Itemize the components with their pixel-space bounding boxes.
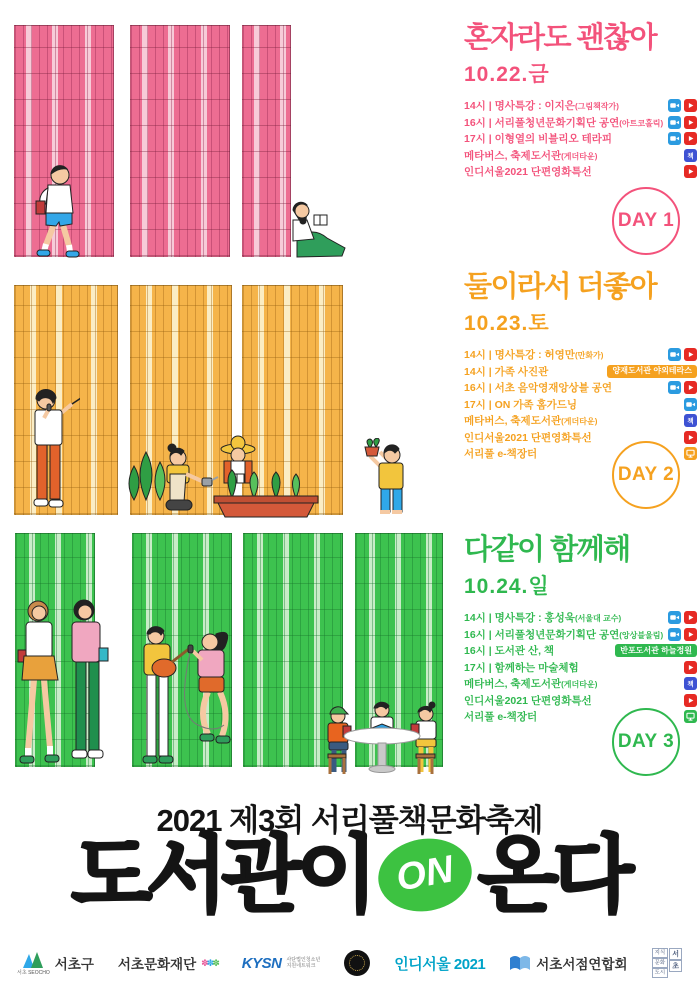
youtube-icon	[684, 132, 697, 145]
indie-seoul-label: 인디서울 2021	[394, 955, 486, 973]
event-item	[464, 149, 697, 162]
day3-badge-circle: DAY 3	[612, 708, 680, 776]
event-text: 16시 | 서초 음악영재앙상블 공연	[464, 382, 613, 395]
event-text: 14시 | 명사특강 : 허영만(만화가)	[464, 349, 604, 362]
main-title-left: 도서관이	[71, 828, 372, 922]
seocho-gu-label: 서초구	[54, 957, 94, 973]
day3-title: 다같이 함께해	[464, 534, 630, 566]
event-note: (게더타운)	[561, 680, 598, 690]
day2-badge-circle: DAY 2	[612, 441, 680, 509]
youtube-icon	[684, 165, 697, 178]
event-text: 메타버스, 축제도서관(게더타운)	[464, 678, 598, 691]
illustration-walking-person	[16, 161, 96, 259]
festival-subtitle: 2021 제3회 서리풀책문화축제	[156, 803, 543, 838]
event-icons	[684, 677, 697, 690]
festival-main-title	[0, 828, 699, 922]
culture-foundation-label: 서초문화재단	[117, 957, 197, 973]
city-brand-line1: 지식	[652, 948, 669, 958]
day1-badge-circle: DAY 1	[612, 187, 680, 255]
youtube-icon	[684, 348, 697, 361]
event-icons	[668, 381, 697, 394]
illustration-plant-holder	[356, 438, 414, 518]
metaverse-icon	[684, 149, 697, 162]
event-item	[464, 661, 697, 674]
day2-title: 둘이라서 더좋아	[464, 271, 657, 303]
illustration-sitting-reader	[283, 198, 349, 258]
event-icons	[684, 694, 697, 707]
day3-event-list	[464, 611, 697, 723]
event-note: (서울대 교수)	[574, 614, 622, 624]
youtube-icon	[684, 381, 697, 394]
seocho-mountain-icon	[21, 950, 45, 970]
venue-badge: 양재도서관 야외테라스	[607, 365, 697, 378]
market-icon	[684, 447, 697, 460]
city-brand-char1: 서	[669, 948, 682, 960]
event-text: 14시 | 가족 사진관	[464, 365, 549, 378]
video-icon	[668, 348, 681, 361]
event-item	[464, 365, 697, 378]
event-note: (만화가)	[574, 351, 604, 361]
logo-kysn	[242, 955, 321, 972]
event-text: 인디서울2021 단편영화특선	[464, 166, 592, 179]
day2-date: 10.23.토	[464, 312, 550, 336]
logo-bookstore-assoc	[509, 953, 627, 973]
seocho-gu-sub: 서초 SEOCHO	[17, 970, 50, 977]
logo-seocho-gu	[17, 950, 94, 976]
event-note: (앙상블울림)	[619, 630, 664, 640]
day1-panel	[464, 23, 697, 182]
video-icon	[668, 381, 681, 394]
event-icons	[684, 447, 697, 460]
event-icons	[684, 165, 697, 178]
kysn-label: KYSN	[241, 954, 282, 972]
illustration-gardening-group	[120, 432, 320, 518]
video-icon	[668, 628, 681, 641]
event-text: 인디서울2021 단편영화특선	[464, 431, 592, 444]
event-item	[464, 165, 697, 178]
event-text: 서리풀 e-책장터	[464, 711, 538, 724]
event-item	[464, 132, 697, 145]
event-item	[464, 116, 697, 129]
event-text: 16시 | 서리풀청년문화기획단 공연(앙상블울림)	[464, 628, 664, 641]
event-item	[464, 431, 697, 444]
youtube-icon	[684, 611, 697, 624]
event-item	[464, 628, 697, 641]
day1-date: 10.22.금	[464, 63, 550, 87]
svg-text:책: 책	[687, 681, 694, 689]
main-title-right: 온다	[477, 828, 628, 922]
illustration-singing-person	[16, 386, 80, 516]
event-note: (아트코홀릭)	[619, 118, 664, 128]
logo-city-brand	[652, 948, 682, 978]
kysn-sub1: 사단법인청소년	[286, 956, 321, 963]
event-item	[464, 398, 697, 411]
youtube-icon	[684, 661, 697, 674]
day1-title: 혼자라도 괜찮아	[464, 22, 657, 54]
youtube-icon	[684, 694, 697, 707]
event-icons	[668, 99, 697, 112]
event-item	[464, 694, 697, 707]
event-note: (게더타운)	[561, 417, 598, 427]
event-icons	[668, 628, 697, 641]
day3-date: 10.24.일	[464, 575, 550, 599]
event-icons	[668, 348, 697, 361]
event-icons	[607, 365, 697, 378]
illustration-reading-table-group	[316, 698, 448, 778]
on-badge: ON	[372, 831, 477, 918]
event-icons	[684, 431, 697, 444]
event-note: (게더타운)	[561, 151, 598, 161]
event-icons	[684, 710, 697, 723]
event-note: (그림책작가)	[574, 102, 619, 112]
event-text: 14시 | 명사특강 : 이지은(그림책작가)	[464, 100, 619, 113]
event-item	[464, 99, 697, 112]
event-text: 인디서울2021 단편영화특선	[464, 694, 592, 707]
open-book-icon	[509, 955, 531, 971]
gold-ring-icon	[349, 955, 365, 971]
video-icon	[668, 116, 681, 129]
youtube-icon	[684, 116, 697, 129]
svg-text:책: 책	[687, 153, 694, 161]
flower-icons: ✽✽✽	[201, 957, 218, 968]
venue-badge: 반포도서관 하늘정원	[615, 644, 697, 657]
event-icons	[615, 644, 697, 657]
event-item	[464, 381, 697, 394]
illustration-musicians	[118, 616, 248, 776]
youtube-icon	[684, 628, 697, 641]
city-brand-char2: 초	[669, 960, 682, 972]
event-icons	[668, 611, 697, 624]
event-text: 14시 | 명사특강 : 홍성욱(서울대 교수)	[464, 612, 622, 625]
event-icons	[668, 116, 697, 129]
svg-text:책: 책	[687, 418, 694, 426]
event-item	[464, 414, 697, 427]
video-icon	[668, 132, 681, 145]
event-item	[464, 644, 697, 657]
city-brand-line2: 문화	[652, 958, 669, 968]
logo-indie-seoul	[394, 953, 485, 974]
event-text: 16시 | 서리풀청년문화기획단 공연(아트코홀릭)	[464, 116, 664, 129]
day2-panel	[464, 272, 697, 464]
bookstore-assoc-label: 서초서점연합회	[536, 957, 628, 973]
event-icons	[684, 149, 697, 162]
event-item	[464, 611, 697, 624]
event-item	[464, 677, 697, 690]
event-text: 17시 | 함께하는 마술체험	[464, 661, 579, 674]
sponsor-logos-row	[0, 948, 699, 978]
market-icon	[684, 710, 697, 723]
video-icon	[668, 99, 681, 112]
event-icons	[684, 661, 697, 674]
video-icon	[668, 611, 681, 624]
logo-culture-foundation	[118, 953, 218, 973]
event-text: 메타버스, 축제도서관(게더타운)	[464, 149, 598, 162]
day3-panel	[464, 535, 697, 727]
event-text: 17시 | 이형열의 비블리오 테라피	[464, 133, 613, 146]
city-brand-line3: 도시	[652, 968, 669, 978]
bookshelf-pink-2	[130, 25, 230, 257]
event-text: 서리풀 e-책장터	[464, 448, 538, 461]
youtube-icon	[684, 431, 697, 444]
event-text: 메타버스, 축제도서관(게더타운)	[464, 415, 598, 428]
event-icons	[684, 414, 697, 427]
day2-event-list	[464, 348, 697, 460]
metaverse-icon	[684, 677, 697, 690]
event-icons	[668, 132, 697, 145]
metaverse-icon	[684, 414, 697, 427]
black-emblem-logo	[344, 950, 370, 976]
video-icon	[684, 398, 697, 411]
kysn-sub2: 지원네트워크	[286, 963, 316, 970]
youtube-icon	[684, 99, 697, 112]
event-text: 17시 | ON 가족 홈가드닝	[464, 398, 578, 411]
event-text: 16시 | 도서관 산, 책	[464, 645, 555, 658]
event-icons	[684, 398, 697, 411]
event-item	[464, 348, 697, 361]
day1-event-list	[464, 99, 697, 178]
